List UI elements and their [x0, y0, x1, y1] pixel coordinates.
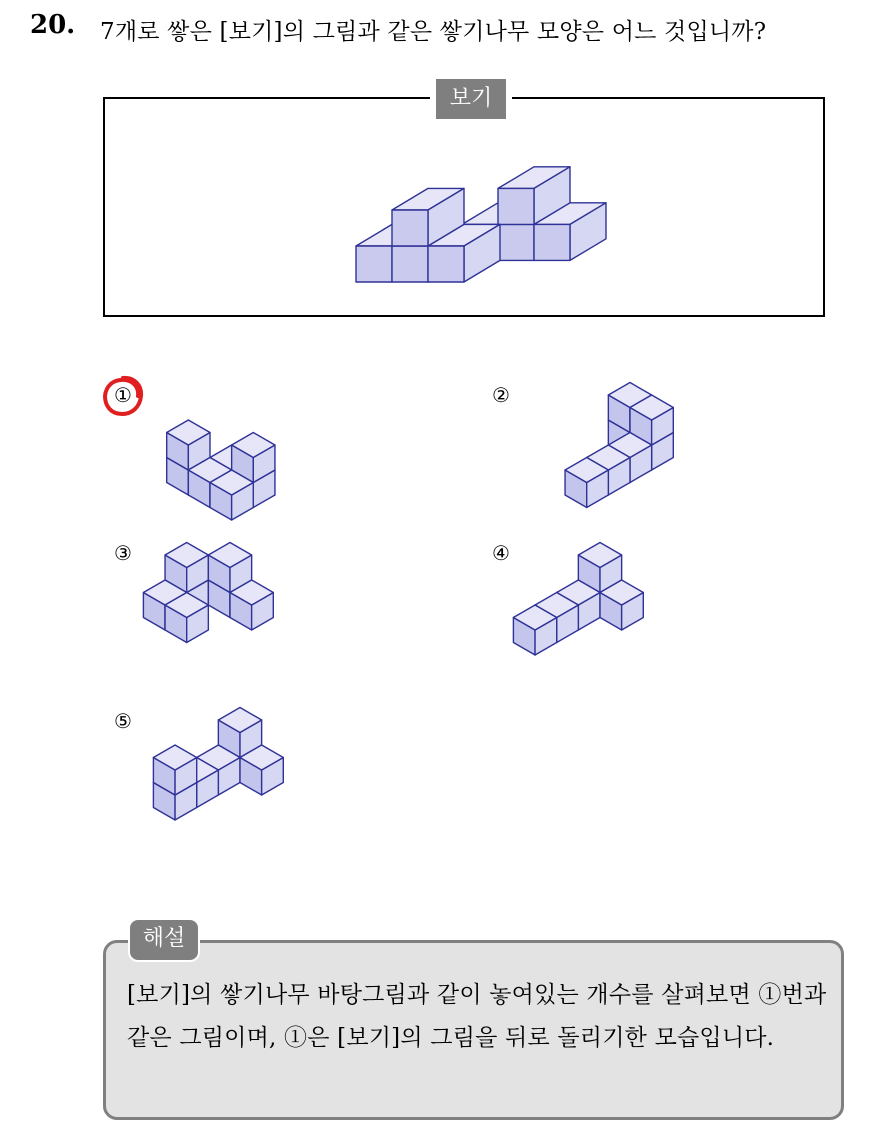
cube-front-face: [392, 210, 428, 246]
choice-5-number[interactable]: ⑤: [114, 709, 132, 733]
question-text: 7개로 쌓은 [보기]의 그림과 같은 쌓기나무 모양은 어느 것입니까?: [100, 19, 767, 45]
cube-front-face: [498, 224, 534, 260]
question-number: 20.: [30, 10, 76, 40]
choice-3-number[interactable]: ③: [114, 541, 132, 565]
choice-5-cube-figure[interactable]: [140, 720, 330, 860]
cube-front-face: [356, 246, 392, 282]
cube-front-face: [428, 246, 464, 282]
choice-4-cube-figure[interactable]: [520, 550, 710, 680]
cube-front-face: [534, 224, 570, 260]
example-cube-figure: [340, 130, 590, 290]
choice-2-number[interactable]: ②: [492, 383, 510, 407]
explanation-text: [보기]의 쌓기나무 바탕그림과 같이 놓여있는 개수를 살펴보면 ①번과 같은 그림이며, ①은 [보기]의 그림을 뒤로 돌리기한 모습입니다.: [127, 982, 827, 1051]
example-label: 보기: [430, 79, 512, 119]
cube-front-face: [392, 246, 428, 282]
choice-1-cube-figure[interactable]: [150, 395, 340, 535]
choice-4-number[interactable]: ④: [492, 541, 510, 565]
choice-2-cube-figure[interactable]: [520, 395, 710, 535]
choice-1-number[interactable]: ①: [114, 383, 132, 407]
explanation-label: 해설: [128, 918, 200, 962]
cube-front-face: [498, 188, 534, 224]
choice-3-cube-figure[interactable]: [140, 550, 330, 700]
